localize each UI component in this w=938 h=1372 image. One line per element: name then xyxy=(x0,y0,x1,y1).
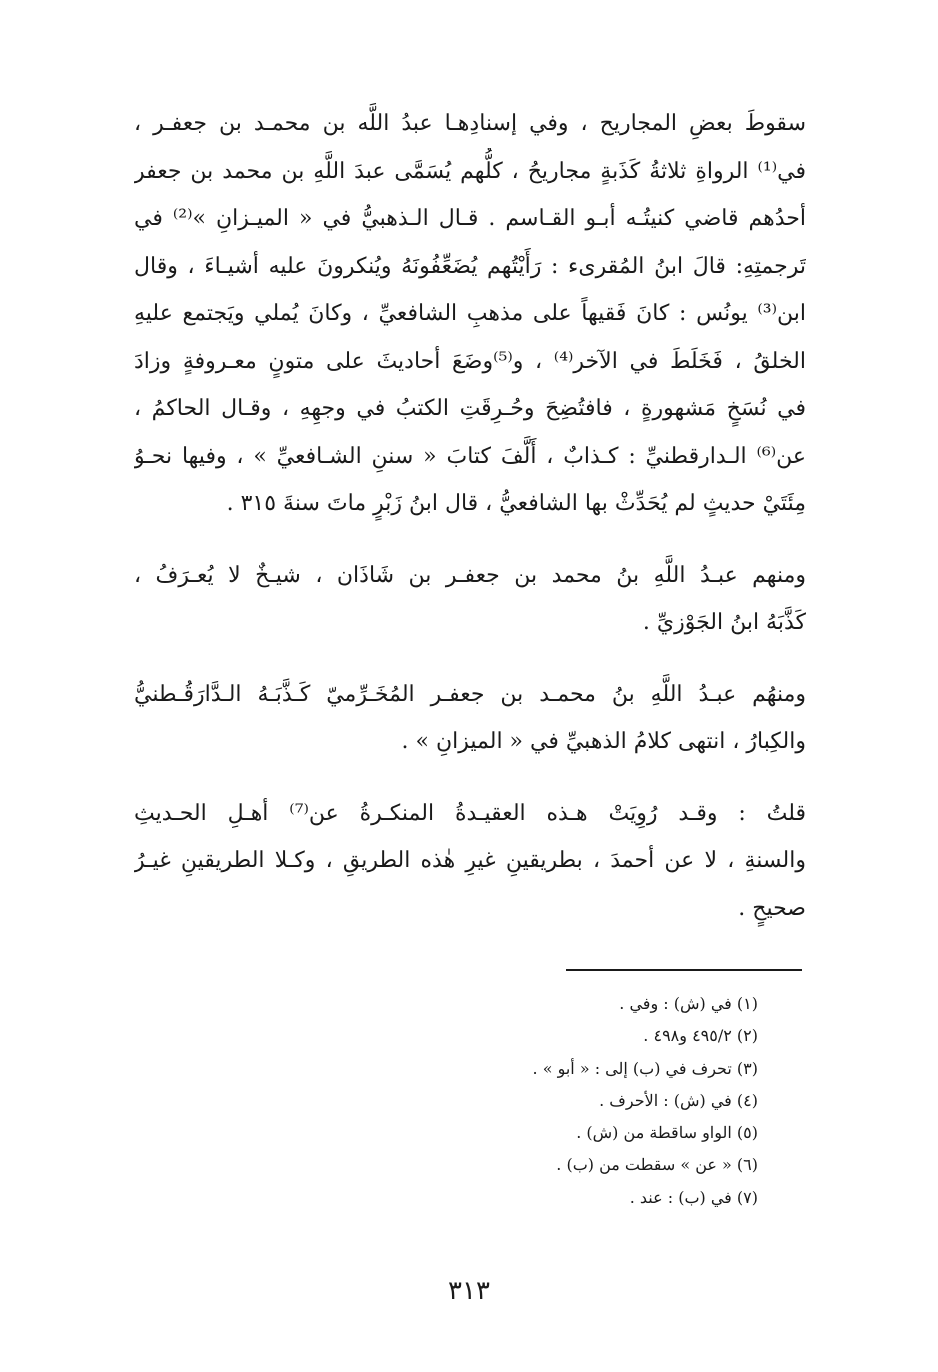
paragraph-spacer xyxy=(134,766,806,790)
text-line: في⁽¹⁾ الرواةِ ثلاثةُ كَذَبةٍ مجاريحُ ، كلُّهم يُسَمَّى عبدَ اللَّهِ بن محمد بن جعفر xyxy=(134,158,806,184)
text-line: ومنهُم عبـدُ اللَّهِ بنُ محمـد بن جعفـر المُخَـرِّميّ كَـذَّبَـهُ الـدَّارَقُـطنيُّ xyxy=(134,681,806,707)
text-line: تَرجمتِهِ: قالَ ابنُ المُقرىء : رَأَيْتُهم يُضَعِّفُونَهُ ويُنكرونَ عليه أشيـاءَ ، وقال xyxy=(134,253,806,279)
paragraph xyxy=(134,552,806,647)
text-line: ابن⁽³⁾ يونُس : كانَ فَقيهاً على مذهبِ الشافعيِّ ، وكانَ يُملي ويَجتمع عليهِ xyxy=(134,301,806,326)
text-line: قلتُ : وقـد رُوِيَتْ هـذه العقيـدةُ المنكـرةُ عن⁽⁷⁾ أهـلِ الحـديثِ xyxy=(134,800,806,826)
text-line: الخلقُ ، فَخَلَطَ في الآخر⁽⁴⁾ ، و⁽⁵⁾وضَعَ أحاديثَ على متونٍ معـروفةٍ وزادَ xyxy=(134,348,806,374)
text-line: سقوطَ بعضِ المجاريح ، وفي إسنادِهـا عبدُ اللَّه بن محمـد بن جعفـر ، xyxy=(134,111,806,136)
paragraph xyxy=(134,100,806,528)
paragraph-spacer xyxy=(134,528,806,552)
text-line: أحدُهم قاضي كنيتُـه أبـو القـاسم . قـال الـذهبيُّ في « الميـزانِ »⁽²⁾ في xyxy=(134,206,806,231)
text-line: صحيحٍ . xyxy=(738,895,806,921)
text-line: ومنهم عبـدُ اللَّهِ بنُ محمد بن جعفـر بن شَاذَان ، شيـخٌ لا يُعـرَفُ ، xyxy=(134,562,806,588)
text-line: مِئَتَيْ حديثٍ لم يُحَدِّثْ بها الشافعيُّ ، قال ابنُ زَبْرٍ ماتَ سنةَ ٣١٥ . xyxy=(226,491,806,516)
main-text xyxy=(134,100,806,932)
footnote: (١) في (ش) : وفي . xyxy=(619,994,758,1013)
paragraph xyxy=(134,790,806,933)
footnote: (٥) الواو ساقطة من (ش) . xyxy=(576,1123,758,1143)
paragraph-spacer xyxy=(134,647,806,671)
footnote: (٢) ٤٩٥/٢ و٤٩٨ . xyxy=(643,1026,758,1046)
footnotes xyxy=(428,988,758,1214)
footnote: (٧) في (ب) : عند . xyxy=(629,1187,758,1207)
text-line: في نُسَخٍ مَشهورةٍ ، فافتُضِحَ وحُـرِقَتِ الكتبُ في وجهِهِ ، وقـال الحاكمُ ، xyxy=(134,396,806,421)
text-line: كَذَّبَهُ ابنُ الجَوْزيِّ . xyxy=(642,610,806,635)
text-line: والسنةِ ، لا عن أحمدَ ، بطريقينِ غيرِ هٰذه الطريقِ ، وكـلا الطريقينِ غيـرُ xyxy=(134,848,806,873)
page-number: ٣١٣ xyxy=(448,1276,490,1306)
text-line: عن⁽⁶⁾ الـدارقطنيِّ : كـذابٌ ، أَلَّفَ كتابَ « سننِ الشـافعيِّ » ، وفيها نحـوُ xyxy=(134,443,806,469)
footnote: (٤) في (ش) : الأحرف . xyxy=(599,1090,758,1110)
footnote: (٦) « عن » سقطت من (ب) . xyxy=(556,1155,758,1175)
footnote: (٣) تحرف في (ب) إلى : « أبو » . xyxy=(532,1058,758,1078)
footnote-separator xyxy=(566,969,802,971)
text-line: والكِبارُ ، انتهى كلامُ الذهبيِّ في « الميزانِ » . xyxy=(401,729,806,754)
paragraph xyxy=(134,671,806,766)
